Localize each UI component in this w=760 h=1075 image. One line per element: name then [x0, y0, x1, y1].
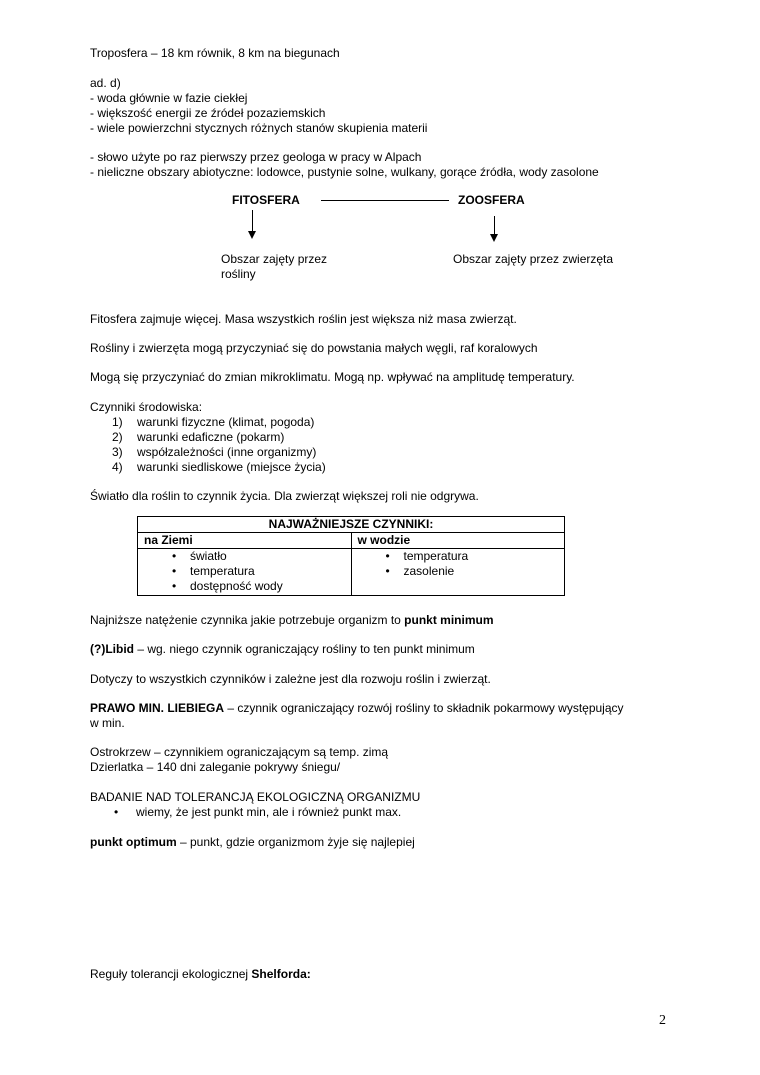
list-item: - wiele powierzchni stycznych różnych stanów skupienia materii — [90, 121, 428, 135]
paragraph: Ostrokrzew – czynnikiem ograniczającym są temp. zimą — [90, 745, 389, 759]
arrow-down-icon — [494, 216, 495, 236]
list-item: • dostępność wody — [144, 579, 345, 594]
shelford-heading: Reguły tolerancji ekologicznej Shelforda: — [90, 967, 311, 981]
list-item: • wiemy, że jest punkt min, ale i również punkt max. — [114, 805, 402, 819]
paragraph: Dotyczy to wszystkich czynników i zależne jest dla rozwoju roślin i zwierząt. — [90, 672, 491, 686]
fitosfera-title: FITOSFERA — [232, 193, 300, 207]
fitosfera-desc: Obszar zajęty przez — [221, 252, 328, 266]
zoosfera-title: ZOOSFERA — [458, 193, 525, 207]
list-item: 2) warunki edaficzne (pokarm) — [112, 430, 285, 444]
list-item: • temperatura — [144, 564, 345, 579]
factors-table — [137, 516, 565, 596]
liebig-paragraph-cont: w min. — [90, 716, 125, 730]
list-item: • światło — [144, 549, 345, 564]
list-item: - większość energii ze źródeł pozaziemskich — [90, 106, 326, 120]
paragraph: Fitosfera zajmuje więcej. Masa wszystkich roślin jest większa niż masa zwierząt. — [90, 312, 517, 326]
list-item: - słowo użyte po raz pierwszy przez geologa w pracy w Alpach — [90, 150, 422, 164]
section-heading: BADANIE NAD TOLERANCJĄ EKOLOGICZNĄ ORGANIZMU — [90, 790, 421, 804]
list-item: - woda głównie w fazie ciekłej — [90, 91, 248, 105]
connector-line — [321, 200, 449, 201]
page-number: 2 — [659, 1013, 666, 1028]
libid-paragraph: (?)Libid – wg. niego czynnik ograniczający rośliny to ten punkt minimum — [90, 642, 475, 656]
paragraph: Dzierlatka – 140 dni zaleganie pokrywy śniegu/ — [90, 760, 341, 774]
list-item: • zasolenie — [358, 564, 559, 579]
paragraph: Rośliny i zwierzęta mogą przyczyniać się do powstania małych węgli, raf koralowych — [90, 341, 538, 355]
zoosfera-desc: Obszar zajęty przez zwierzęta — [453, 252, 614, 266]
minimum-paragraph: Najniższe natężenie czynnika jakie potrzebuje organizm to punkt minimum — [90, 613, 494, 627]
table-cell-water — [351, 549, 565, 596]
list-item: • temperatura — [358, 549, 559, 564]
list-item: - nieliczne obszary abiotyczne: lodowce, pustynie solne, wulkany, gorące źródła, wody zasolone — [90, 165, 599, 179]
troposfera-line: Troposfera – 18 km równik, 8 km na biegunach — [90, 46, 340, 60]
optimum-paragraph: punkt optimum – punkt, gdzie organizmom żyje się najlepiej — [90, 835, 415, 849]
table-header-water: w wodzie — [351, 533, 565, 549]
factors-title: Czynniki środowiska: — [90, 400, 203, 414]
list-item: 1) warunki fizyczne (klimat, pogoda) — [112, 415, 315, 429]
liebig-paragraph: PRAWO MIN. LIEBIEGA – czynnik ograniczający rozwój rośliny to składnik pokarmowy występujący — [90, 701, 624, 715]
table-title: NAJWAŻNIEJSZE CZYNNIKI: — [138, 517, 565, 533]
paragraph: Światło dla roślin to czynnik życia. Dla zwierząt większej roli nie odgrywa. — [90, 489, 479, 503]
list-item: 3) współzależności (inne organizmy) — [112, 445, 317, 459]
ad-d-label: ad. d) — [90, 76, 121, 90]
fitosfera-desc-cont: rośliny — [221, 267, 256, 281]
arrow-head-icon — [490, 234, 498, 242]
paragraph: Mogą się przyczyniać do zmian mikroklimatu. Mogą np. wpływać na amplitudę temperatury. — [90, 370, 575, 384]
arrow-head-icon — [248, 231, 256, 239]
table-header-land: na Ziemi — [138, 533, 352, 549]
list-item: 4) warunki siedliskowe (miejsce życia) — [112, 460, 326, 474]
arrow-down-icon — [252, 210, 253, 233]
table-cell-land — [138, 549, 352, 596]
